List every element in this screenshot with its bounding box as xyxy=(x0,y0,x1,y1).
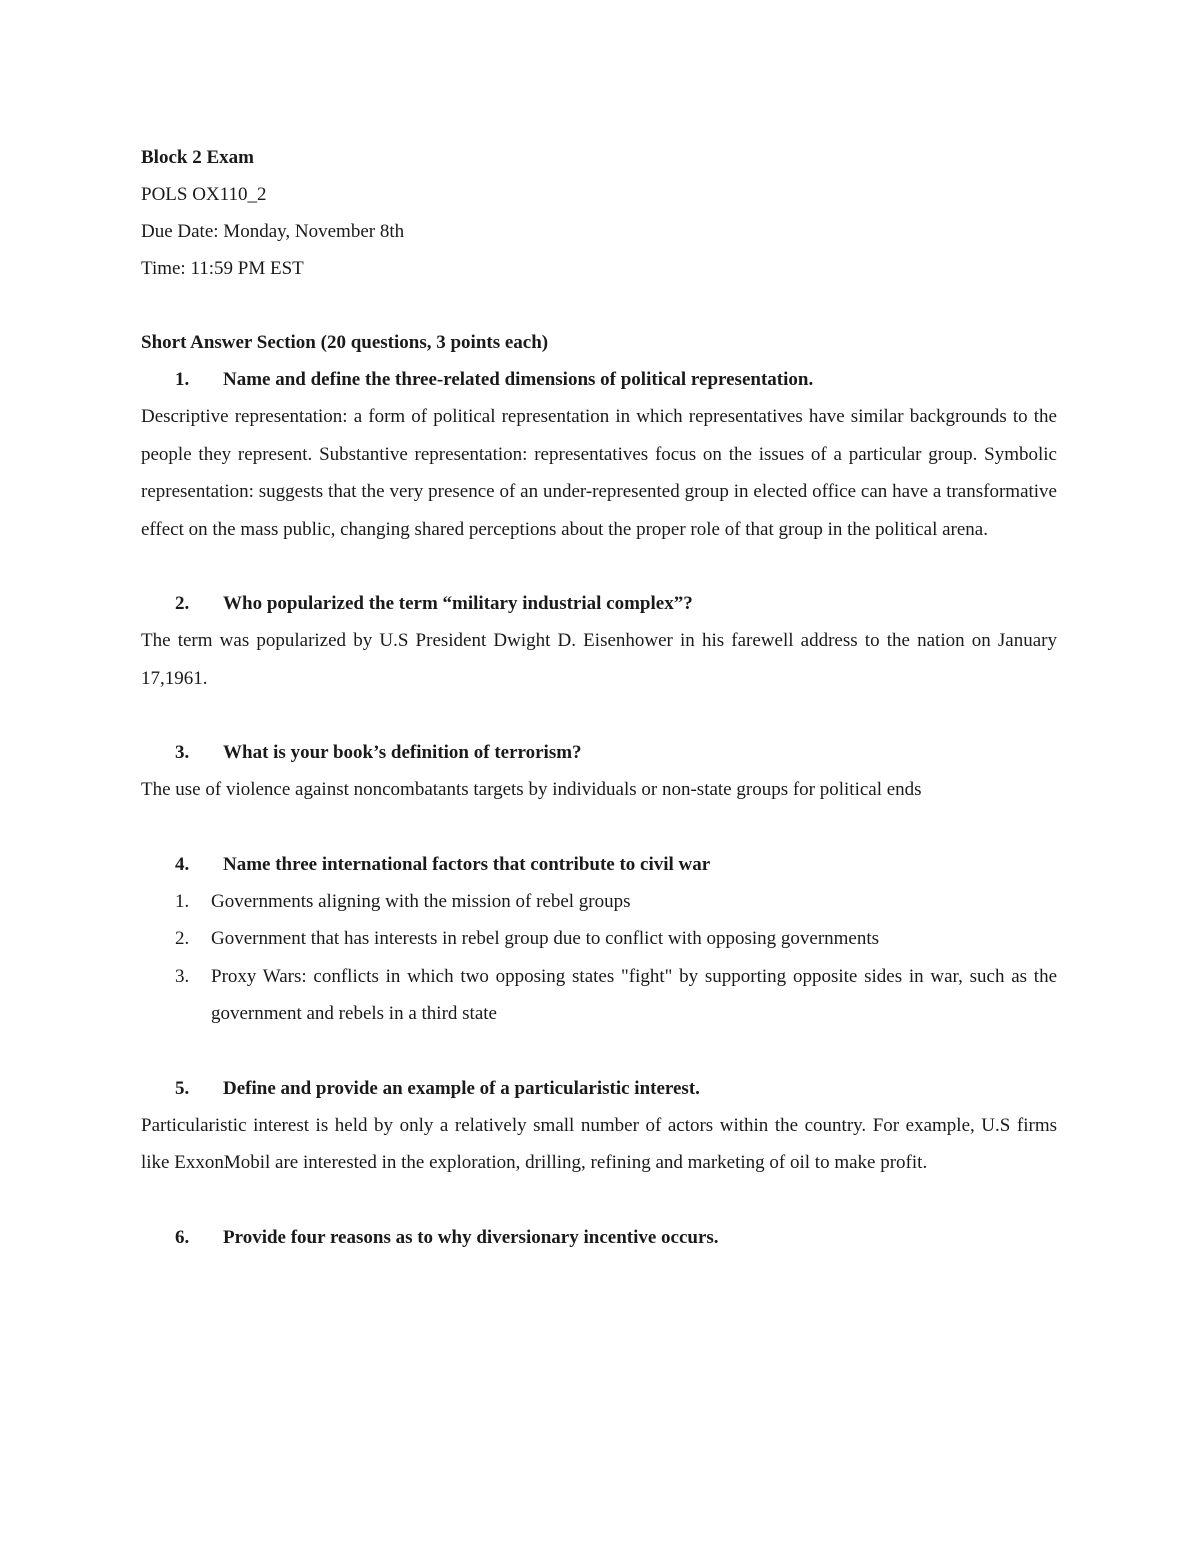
list-item-number: 3. xyxy=(175,965,190,987)
question-2 xyxy=(141,585,1057,622)
question-number: 4. xyxy=(175,853,190,875)
question-number: 1. xyxy=(175,369,190,390)
question-text: Define and provide an example of a particularistic interest. xyxy=(223,1077,700,1099)
question-6 xyxy=(141,1219,1057,1256)
question-number: 5. xyxy=(175,1077,190,1099)
question-text: What is your book’s definition of terrorism? xyxy=(223,742,582,763)
question-number: 3. xyxy=(175,742,190,763)
list-item-text: Proxy Wars: conflicts in which two opposing states "fight" by supporting opposite sides in war, such as the government and rebels in a third state xyxy=(211,965,1057,1024)
question-number: 2. xyxy=(175,593,190,614)
question-text: Provide four reasons as to why diversionary incentive occurs. xyxy=(223,1226,719,1248)
spacer xyxy=(141,1033,1057,1070)
list-item xyxy=(141,920,1057,958)
spacer xyxy=(141,697,1057,734)
section-title: Short Answer Section (20 questions, 3 points each) xyxy=(141,332,549,353)
spacer xyxy=(141,809,1057,846)
list-item-text: Government that has interests in rebel group due to conflict with opposing governments xyxy=(211,928,880,949)
question-number: 6. xyxy=(175,1226,190,1248)
question-text: Name three international factors that contribute to civil war xyxy=(223,853,711,875)
factor-list xyxy=(141,883,1057,1033)
question-text: Who popularized the term “military industrial complex”? xyxy=(223,593,693,614)
exam-title: Block 2 Exam xyxy=(141,147,254,168)
spacer xyxy=(141,548,1057,585)
question-3 xyxy=(141,734,1057,771)
course-code: POLS OX110_2 xyxy=(141,184,267,205)
list-item-text: Governments aligning with the mission of rebel groups xyxy=(211,890,631,912)
question-1 xyxy=(141,361,1057,398)
list-item-number: 1. xyxy=(175,890,190,912)
question-text: Name and define the three-related dimensions of political representation. xyxy=(223,369,814,390)
question-4 xyxy=(141,846,1057,883)
due-date: Due Date: Monday, November 8th xyxy=(141,221,405,242)
list-item xyxy=(141,958,1057,1033)
answer-3: The use of violence against noncombatants targets by individuals or non-state groups for political ends xyxy=(141,779,922,800)
document-body xyxy=(141,139,1057,1256)
question-5 xyxy=(141,1070,1057,1107)
list-item-number: 2. xyxy=(175,928,190,949)
answer-2: The term was popularized by U.S President Dwight D. Eisenhower in his farewell address to the nation on January 17,1961. xyxy=(141,630,1057,689)
spacer xyxy=(141,287,1057,324)
spacer xyxy=(141,1182,1057,1219)
due-time: Time: 11:59 PM EST xyxy=(141,258,304,279)
answer-1: Descriptive representation: a form of political representation in which representatives have similar backgrounds to the people they represent. Substantive representation: representatives focus on the issues of a particular group. Symbolic representation: suggests that the very presence of an under-represented group in elected office can have a transformative effect on the mass public, changing shared perceptions about the proper role of that group in the political arena. xyxy=(141,406,1057,540)
answer-5: Particularistic interest is held by only a relatively small number of actors within the country. For example, U.S firms like ExxonMobil are interested in the exploration, drilling, refining and marketing of oil to make profit. xyxy=(141,1114,1057,1173)
list-item xyxy=(141,883,1057,921)
